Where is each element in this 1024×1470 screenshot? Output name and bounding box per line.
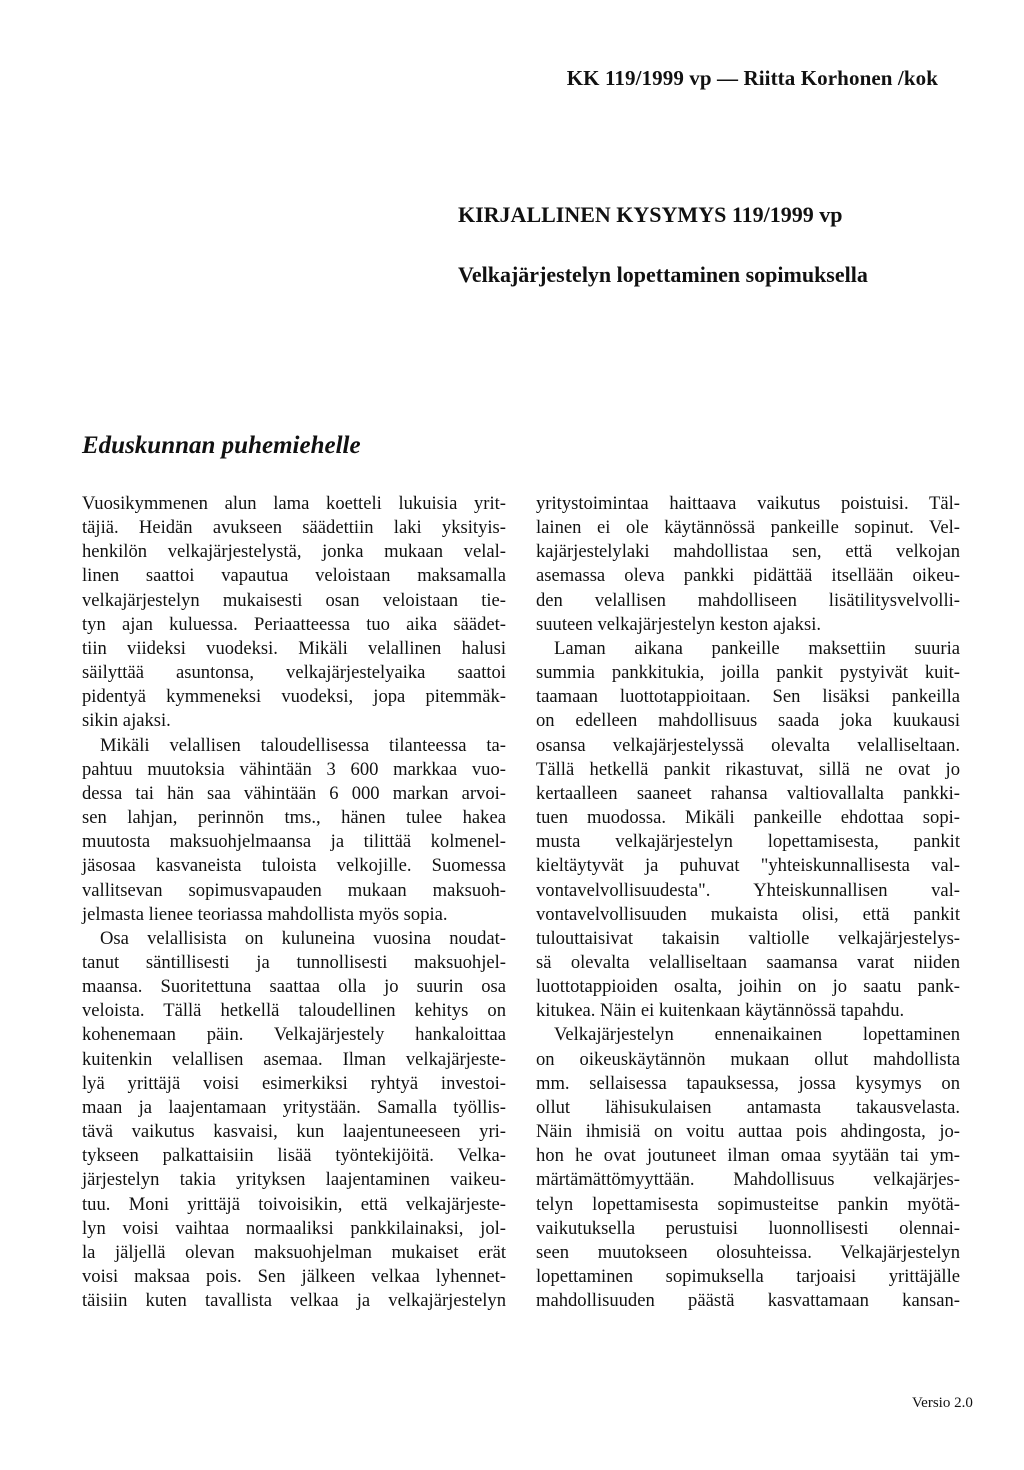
text-line: hon he ovat joutuneet ilman omaa syytään tai ym- [536, 1145, 960, 1167]
text-line: maan ja laajentamaan yritystään. Samalla työllis- [82, 1096, 506, 1118]
text-line: Näin ihmisiä on voitu auttaa pois ahdingosta, jo- [536, 1121, 960, 1143]
text-line: vaikutuksella perustuisi luonnollisesti olennai- [536, 1217, 960, 1239]
text-line: kitukea. Näin ei kuitenkaan käytännössä tapahdu. [536, 1000, 905, 1022]
text-line: osansa velkajärjestelyssä olevalta velalliseltaan. [536, 734, 960, 756]
text-line: pidentyä kymmeneksi vuodeksi, jopa pitemmäk- [82, 686, 506, 708]
text-line: sikin ajaksi. [82, 710, 171, 732]
text-line: linen saattoi vapautua veloistaan maksamalla [82, 565, 506, 587]
text-line: Mikäli velallisen taloudellisessa tilanteessa ta- [100, 734, 506, 756]
text-line: maansa. Suoritettuna saattaa olla jo suurin osa [82, 976, 506, 998]
text-line: tyn ajan kuluessa. Periaatteessa tuo aika säädet- [82, 613, 506, 635]
text-line: taamaan luottotappioitaan. Sen lisäksi pankeilla [536, 686, 960, 708]
text-line: täjiä. Heidän avukseen säädettiin laki yksityis- [82, 517, 506, 539]
text-line: tiin viideksi vuodeksi. Mikäli velallinen halusi [82, 637, 506, 659]
text-line: la jäljellä olevan maksuohjelman mukaiset erät [82, 1241, 506, 1263]
text-line: musta velkajärjestelyn lopettamisesta, pankit [536, 831, 960, 853]
text-line: vallitsevan sopimusvapauden mukaan maksuoh- [82, 879, 506, 901]
text-line: tanut säntillisesti ja tunnollisesti maksuohjel- [82, 951, 506, 973]
text-line: tävä vaikutus kasvaisi, kun laajentuneeseen yri- [82, 1121, 506, 1143]
text-line: summia pankkitukia, joilla pankit pystyivät kuit- [536, 662, 960, 684]
document-reference: KK 119/1999 vp — Riitta Korhonen /kok [566, 66, 938, 90]
text-line: muutosta maksuohjelmaansa ja tilittää kolmenel- [82, 831, 506, 853]
text-line: jäsosaa kasvaneista tuloista velkojille. Suomessa [82, 855, 506, 877]
text-line: voisi maksaa pois. Sen jälkeen velkaa lyhennet- [82, 1266, 506, 1287]
text-line: yritystoimintaa haittaava vaikutus poistuisi. Täl- [536, 493, 960, 514]
text-line: luottotappioiden osalta, joihin on jo saatu pank- [536, 976, 960, 998]
text-line: den velallisen mahdolliseen lisätilitysvelvolli- [536, 589, 960, 611]
text-line: kajärjestelylaki mahdollistaa sen, että velkojan [536, 541, 960, 563]
text-line: telyn lopettamisesta sopimusteitse pankin myötä- [536, 1193, 960, 1215]
text-line: Laman aikana pankeille maksettiin suuria [554, 637, 960, 659]
text-line: lopettaminen sopimuksella tarjoaisi yrittäjälle [536, 1266, 960, 1287]
text-line: mahdollisuuden päästä kasvattamaan kansan- [536, 1290, 960, 1312]
text-line: on edelleen mahdollisuus saada joka kuukausi [536, 710, 960, 732]
text-line: pahtuu muutoksia vähintään 3 600 markkaa vuo- [82, 758, 506, 780]
text-line: kieltäytyvät ja puhuvat "yhteiskunnallisesta val- [536, 855, 960, 877]
text-line: tuu. Moni yrittäjä toivoisikin, että velkajärjeste- [82, 1193, 506, 1215]
text-line: lainen ei ole käytännössä pankeille sopinut. Vel- [536, 517, 960, 539]
text-line: vontavelvollisuuden mukaista olisi, että pankit [536, 903, 960, 925]
text-line: ollut lähisukulaisen antamasta takausvelasta. [536, 1096, 960, 1118]
document-subtitle: Velkajärjestelyn lopettaminen sopimuksella [458, 262, 868, 287]
text-line: tuen muodossa. Mikäli pankeille ehdottaa sopi- [536, 807, 960, 829]
text-line: sä olevalta velalliseltaan saamansa varat niiden [536, 951, 960, 973]
text-line: järjestelyn takia yrityksen laajentaminen vaikeu- [82, 1169, 506, 1191]
text-line: jelmasta lienee teoriassa mahdollista myös sopia. [82, 903, 448, 925]
text-line: lyn voisi vaihtaa normaaliksi pankkilainaksi, jol- [82, 1217, 506, 1239]
text-line: asemassa oleva pankki pidättää itsellään oikeu- [536, 565, 960, 587]
text-line: veloista. Tällä hetkellä taloudellinen kehitys on [82, 1000, 506, 1022]
text-line: Osa velallisista on kuluneina vuosina noudat- [100, 927, 506, 949]
text-line: sen lahjan, perinnön tms., hänen tulee hakea [82, 807, 506, 829]
text-line: tulouttaisivat takaisin valtiolle velkajärjestelys- [536, 927, 960, 949]
text-line: Tällä hetkellä pankit rikastuvat, sillä ne ovat jo [536, 758, 960, 780]
text-line: dessa tai hän saa vähintään 6 000 markan arvoi- [82, 782, 506, 804]
right-text-column [536, 492, 960, 1313]
text-line: seen muutokseen olosuhteissa. Velkajärjestelyn [536, 1241, 960, 1263]
text-line: kertaalleen saaneet rahansa valtiovallalta pankki- [536, 782, 960, 804]
text-line: kohenemaan päin. Velkajärjestely hankaloittaa [82, 1024, 506, 1046]
text-line: henkilön velkajärjestelystä, jonka mukaan velal- [82, 541, 506, 563]
text-line: mm. sellaisessa tapauksessa, jossa kysymys on [536, 1072, 960, 1094]
text-line: kuitenkin velallisen asemaa. Ilman velkajärjeste- [82, 1048, 506, 1070]
document-title: KIRJALLINEN KYSYMYS 119/1999 vp [458, 202, 843, 227]
version-label: Versio 2.0 [912, 1395, 973, 1411]
text-line: täisiin kuten tavallista velkaa ja velkajärjestelyn [82, 1290, 506, 1312]
text-line: lyä yrittäjä voisi esimerkiksi ryhtyä investoi- [82, 1072, 506, 1094]
text-line: säilyttää asuntonsa, velkajärjestelyaika saattoi [82, 662, 506, 684]
text-line: Velkajärjestelyn ennenaikainen lopettaminen [554, 1024, 960, 1046]
text-line: suuteen velkajärjestelyn keston ajaksi. [536, 613, 822, 635]
salutation: Eduskunnan puhemiehelle [82, 432, 361, 459]
text-line: Vuosikymmenen alun lama koetteli lukuisia yrit- [82, 493, 506, 514]
text-line: velkajärjestelyn mukaisesti osan veloistaan tie- [82, 589, 506, 611]
text-line: on oikeuskäytännön mukaan ollut mahdollista [536, 1048, 960, 1070]
text-line: märtämättömyyttään. Mahdollisuus velkajärjes- [536, 1169, 960, 1191]
text-line: vontavelvollisuudesta". Yhteiskunnallisen val- [536, 879, 960, 901]
left-text-column [82, 492, 506, 1313]
text-line: tykseen palkattaisiin lisää työntekijöitä. Velka- [82, 1145, 506, 1167]
